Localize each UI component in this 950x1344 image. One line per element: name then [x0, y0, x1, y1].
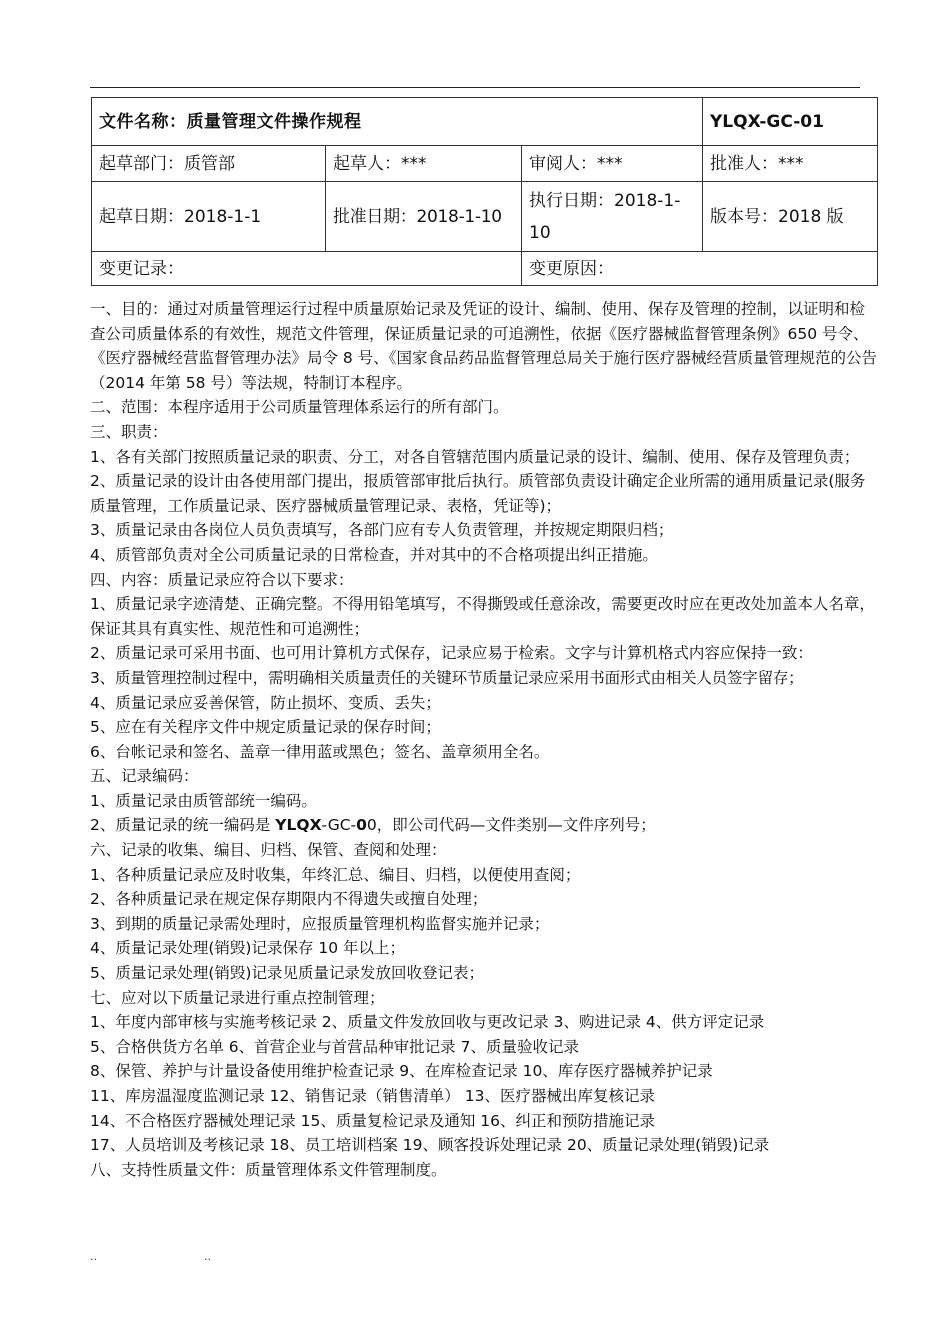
approval-date: 批准日期：2018-1-10 — [326, 182, 522, 252]
document-code: YLQX-GC-01 — [703, 98, 878, 146]
handling-item: 5、质量记录处理(销毁)记录见质量记录发放回收登记表； — [90, 964, 484, 983]
content-item: 4、质量记录应妥善保管，防止损坏、变质、丢失； — [90, 693, 441, 712]
serial-prefix: 0 — [356, 816, 367, 835]
handling-item: 1、各种质量记录应及时收集，年终汇总、编目、归档，以便使用查阅； — [90, 865, 581, 884]
change-record: 变更记录： — [92, 252, 522, 286]
responsibility-item: 1、各有关部门按照质量记录的职责、分工，对各自管辖范围内质量记录的设计、编制、使用、保存及管理负责； — [90, 447, 860, 466]
section-key-records-heading: 七、应对以下质量记录进行重点控制管理； — [90, 988, 385, 1007]
content-item: 6、台帐记录和签名、盖章一律用蓝或黑色；签名、盖章须用全名。 — [90, 742, 550, 761]
drafter: 起草人：*** — [326, 146, 522, 182]
key-records-line: 14、不合格医疗器械处理记录 15、质量复检记录及通知 16、纠正和预防措施记录 — [90, 1111, 656, 1130]
coding-item-text: 2、质量记录的统一编码是 — [90, 816, 276, 835]
key-records-line: 8、保管、养护与计量设备使用维护检查记录 9、在库检查记录 10、库存医疗器械养护记录 — [90, 1062, 713, 1081]
document-body — [90, 297, 880, 1182]
responsibility-item: 2、质量记录的设计由各使用部门提出，报质管部审批后执行。质管部负责设计确定企业所需的通用质量记录(服务质量管理，工作质量记录、医疗器械质量管理记录、表格，凭证等)； — [90, 472, 866, 515]
reviewer: 审阅人：*** — [522, 146, 703, 182]
footer-dots-left: .. — [90, 1250, 97, 1263]
footer-dots-right: .. — [204, 1250, 211, 1263]
section-content-heading: 四、内容：质量记录应符合以下要求： — [90, 570, 354, 589]
key-records-line: 5、合格供货方名单 6、首营企业与首营品种审批记录 7、质量验收记录 — [90, 1037, 579, 1056]
content-item: 1、质量记录字迹清楚、正确完整。不得用铅笔填写，不得撕毁或任意涂改，需要更改时应在更改处加盖本人名章，保证其具有真实性、规范性和可追溯性； — [90, 595, 875, 638]
responsibility-item: 4、质管部负责对全公司质量记录的日常检查，并对其中的不合格项提出纠正措施。 — [90, 545, 658, 564]
coding-item-text: 0，即公司代码—文件类别—文件序列号； — [366, 816, 656, 835]
company-code: YLQX — [275, 816, 322, 835]
change-reason: 变更原因： — [522, 252, 878, 286]
key-records-line: 1、年度内部审核与实施考核记录 2、质量文件发放回收与更改记录 3、购进记录 4、供方评定记录 — [90, 1013, 765, 1032]
section-handling-heading: 六、记录的收集、编目、归档、保管、查阅和处理： — [90, 841, 447, 860]
section-coding-heading: 五、记录编码： — [90, 767, 199, 786]
coding-item: 1、质量记录由质管部统一编码。 — [90, 791, 317, 810]
effective-date: 执行日期：2018-1-10 — [522, 182, 703, 252]
handling-item: 3、到期的质量记录需处理时，应报质量管理机构监督实施并记录； — [90, 914, 550, 933]
top-rule — [90, 87, 860, 88]
key-records-line: 17、人员培训及考核记录 18、员工培训档案 19、顾客投诉处理记录 20、质量记录处理(销毁)记录 — [90, 1136, 770, 1155]
draft-date: 起草日期：2018-1-1 — [92, 182, 326, 252]
document-header-table — [91, 97, 878, 286]
section-responsibilities-heading: 三、职责： — [90, 422, 168, 441]
handling-item: 4、质量记录处理(销毁)记录保存 10 年以上； — [90, 939, 406, 958]
handling-item: 2、各种质量记录在规定保存期限内不得遗失或擅自处理； — [90, 890, 488, 909]
coding-item — [90, 813, 880, 838]
section-scope: 二、范围：本程序适用于公司质量管理体系运行的所有部门。 — [90, 398, 509, 417]
responsibility-item: 3、质量记录由各岗位人员负责填写，各部门应有专人负责管理，并按规定期限归档； — [90, 521, 674, 540]
drafting-department: 起草部门：质管部 — [92, 146, 326, 182]
version: 版本号：2018 版 — [703, 182, 878, 252]
content-item: 3、质量管理控制过程中，需明确相关质量责任的关键环节质量记录应采用书面形式由相关人员签字留存； — [90, 668, 804, 687]
key-records-line: 11、库房温湿度监测记录 12、销售记录（销售清单） 13、医疗器械出库复核记录 — [90, 1087, 656, 1105]
section-purpose: 一、目的：通过对质量管理运行过程中质量原始记录及凭证的设计、编制、使用、保存及管理的控制，以证明和检查公司质量体系的有效性，规范文件管理，保证质量记录的可追溯性，依据《医疗器械监督管理条例》650 号令、《医疗器械经营监督管理办法》局令 8 号、《国家食品药品监督管理总局关于施行医疗器械经营质量管理规范的公告（2014 年第 58 号）等法规，特制订本程序。 — [90, 300, 877, 392]
document-title: 文件名称：质量管理文件操作规程 — [92, 98, 703, 146]
section-supporting-docs: 八、支持性质量文件：质量管理体系文件管理制度。 — [90, 1160, 447, 1179]
approver: 批准人：*** — [703, 146, 878, 182]
content-item: 2、质量记录可采用书面、也可用计算机方式保存，记录应易于检索。文字与计算机格式内容应保持一致： — [90, 644, 813, 663]
content-item: 5、应在有关程序文件中规定质量记录的保存时间； — [90, 718, 441, 737]
category-code: -GC- — [321, 816, 357, 835]
